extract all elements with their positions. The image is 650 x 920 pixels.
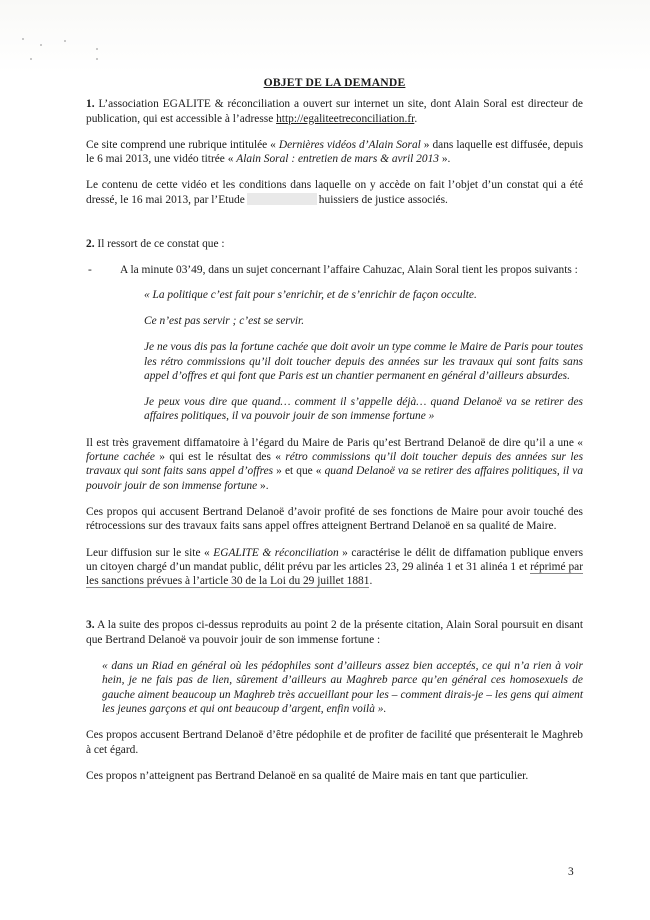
scan-speck bbox=[30, 58, 32, 60]
section-2-analysis-paragraph: Il est très gravement diffamatoire à l’égard du Maire de Paris qu’est Bertrand Delanoë de dire qu’il a une « fortune cachée » qui est le résultat des « rétro commissions qu’il doit toucher depuis des années sur les travaux qui sont faits sans appel d’offres » et que « quand Delanoë va se retirer des affaires politiques, il va pouvoir jouir de son immense fortune ». bbox=[86, 436, 584, 492]
page-number: 3 bbox=[568, 866, 574, 878]
quote-paragraph: « dans un Riad en général où les pédophiles sont d’ailleurs assez bien acceptés, ce qui n’a rien à voir hein, je ne fais pas de lien, sûrement d’ailleurs au Maghreb parce qu’en général ces homosexuels de gauche aiment beaucoup un Maghreb très accueillant pour les – comment dirais-je – les gens qui aiment les jeunes garçons et qui ont beaucoup d’argent, enfin voilà ». bbox=[102, 660, 583, 715]
section-1-paragraph: 1. L’association EGALITE & réconciliation a ouvert sur internet un site, dont Alain Soral est directeur de publication, qui est accessible à l’adresse http://egaliteetreconciliation.fr. bbox=[86, 98, 583, 125]
quote-line: « La politique c’est fait pour s’enrichir, et de s’enrichir de façon occulte. bbox=[144, 288, 477, 301]
section-number: 1. bbox=[86, 98, 95, 111]
section-number: 2. bbox=[86, 238, 95, 251]
scan-speck bbox=[96, 48, 98, 50]
website-link[interactable]: http://egaliteetreconciliation.fr bbox=[276, 112, 415, 125]
bullet-dash: - bbox=[88, 264, 92, 277]
section-2-legal-paragraph: Leur diffusion sur le site « EGALITE & réconciliation » caractérise le délit de diffamation publique envers un citoyen chargé d’un mandat public, délit prévu par les articles 23, 29 alinéa 1 et 31 alinéa 1 et réprimé par les sanctions prévues à l’article 30 de la Loi du 29 juillet 1881. bbox=[86, 546, 583, 588]
scan-speck bbox=[40, 44, 42, 46]
handwritten-underline: réprimé par les sanctions prévues à l’article 30 de la Loi du 29 juillet 1881 bbox=[86, 560, 583, 588]
section-3-conclusion-paragraph: Ces propos n’atteignent pas Bertrand Delanoë en sa qualité de Maire mais en tant que particulier. bbox=[86, 769, 529, 782]
quote-line: Ce n’est pas servir ; c’est se servir. bbox=[144, 314, 305, 327]
scan-speck bbox=[64, 40, 66, 42]
section-1-constat-paragraph: Le contenu de cette vidéo et les conditions dans laquelle on y accède on fait l’objet d’un constat qui a été dressé, le 16 mai 2013, par l’Etude huissiers de justice associés. bbox=[86, 179, 583, 206]
scan-speck bbox=[22, 38, 24, 40]
redacted-name bbox=[247, 193, 317, 205]
document-body bbox=[86, 76, 583, 795]
section-heading: OBJET DE LA DEMANDE bbox=[263, 76, 406, 89]
quote-paragraph: Je ne vous dis pas la fortune cachée que doit avoir un type comme le Maire de Paris pour toutes les rétro commissions qu’il doit toucher depuis des années sur les travaux qui sont faits sans appel d’offres et qui font que Paris est un chantier permanent en général d’ailleurs absurdes. bbox=[144, 341, 583, 382]
section-2-intro: 2. Il ressort de ce constat que : bbox=[86, 238, 225, 251]
section-number: 3. bbox=[86, 619, 95, 632]
section-1-rubric-paragraph: Ce site comprend une rubrique intitulée « Dernières vidéos d’Alain Soral » dans laquelle est diffusée, depuis le 6 mai 2013, une vidéo titrée « Alain Soral : entretien de mars & avril 2013 ». bbox=[86, 138, 583, 166]
section-2-accusation-paragraph: Ces propos qui accusent Bertrand Delanoë d’avoir profité de ses fonctions de Maire pour avoir touché des rétrocessions sur des travaux faits sans appel offres atteignent Bertrand Delanoë en sa qualité de Maire. bbox=[86, 505, 583, 533]
quote-paragraph: Je peux vous dire que quand… comment il s’appelle déjà… quand Delanoë va se retirer des affaires politiques, il va pouvoir jouir de son immense fortune » bbox=[144, 396, 583, 423]
scan-speck bbox=[96, 58, 98, 60]
section-3-intro: 3. A la suite des propos ci-dessus reproduits au point 2 de la présente citation, Alain Soral poursuit en disant que Bertrand Delanoë va pouvoir jouir de son immense fortune : bbox=[86, 619, 583, 646]
section-3-accusation-paragraph: Ces propos accusent Bertrand Delanoë d’être pédophile et de profiter de facilité que présenterait le Maghreb à cet égard. bbox=[86, 729, 583, 756]
section-2-bullet: - A la minute 03’49, dans un sujet concernant l’affaire Cahuzac, Alain Soral tient les propos suivants : bbox=[88, 264, 578, 277]
